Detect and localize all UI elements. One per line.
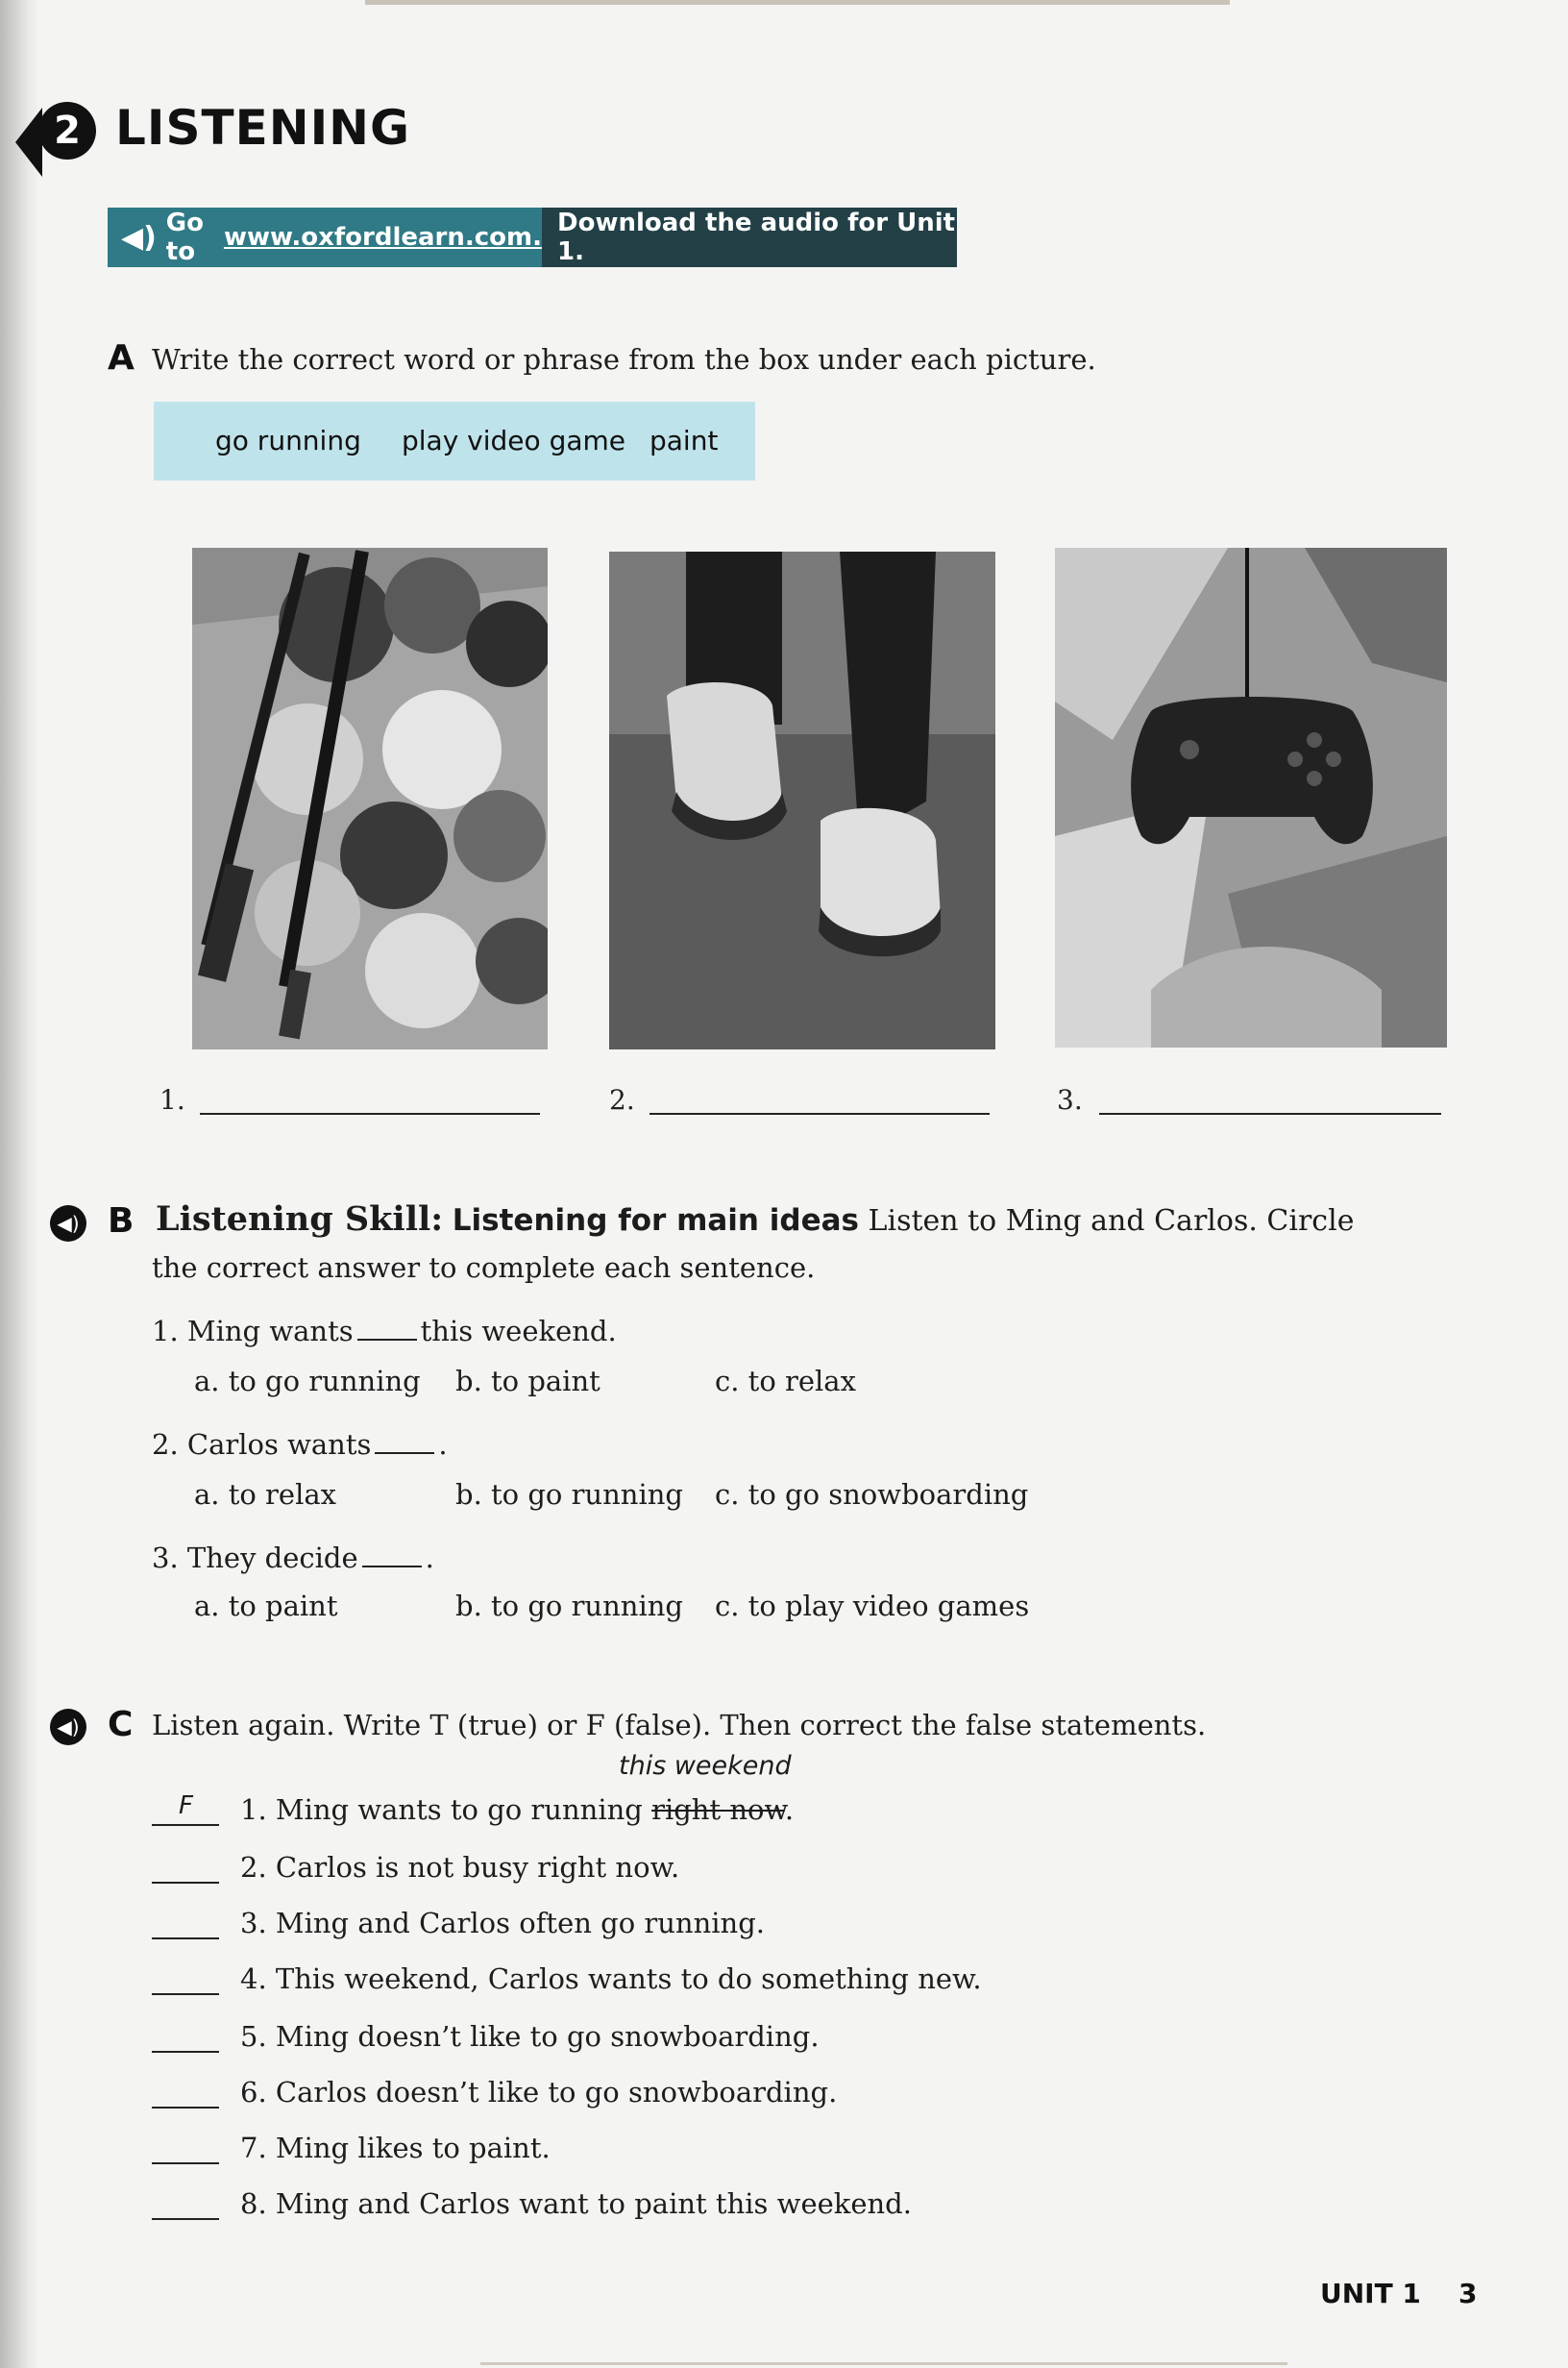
question-text: . [438,1428,448,1461]
section-number-badge: 2 [38,102,96,160]
true-false-blank[interactable] [152,1993,219,1995]
statement-5 [240,2020,820,2053]
statement-text: Ming and Carlos want to paint this weekend. [275,2187,912,2220]
statement-text: Ming doesn’t like to go snowboarding. [275,2020,820,2053]
page-number: 3 [1458,2278,1478,2309]
exercise-c-letter: C [108,1705,134,1744]
statement-number: 2. [240,1851,267,1884]
statement-text: Ming wants to go running [275,1793,652,1826]
statement-text: Carlos is not busy right now. [275,1851,680,1884]
statement-1: 1. Ming wants to go running right now. [240,1793,795,1826]
statement-text: This weekend, Carlos wants to do something new. [275,1962,982,1995]
example-answer: F [179,1791,193,1820]
word-box [154,402,755,481]
page-binding-shadow [0,0,40,2368]
statement-number: 6. [240,2076,267,2109]
question-text: . [425,1542,434,1574]
question-1 [152,1315,617,1347]
audio-goto-label: Go to [165,209,204,266]
skill-label: Listening Skill: [156,1199,444,1239]
answer-option[interactable]: c. to go snowboarding [715,1478,1029,1511]
answer-option[interactable]: a. to go running [194,1365,421,1397]
statement-number: 3. [240,1907,267,1939]
answer-option[interactable]: c. to play video games [715,1590,1030,1622]
answer-blank-3[interactable] [1099,1113,1441,1115]
audio-link-panel [108,208,542,267]
statement-text: Ming likes to paint. [275,2132,551,2164]
true-false-blank[interactable] [152,2051,219,2053]
question-blank [375,1452,434,1454]
exercise-a-instruction: Write the correct word or phrase from the box under each picture. [152,343,1096,376]
audio-track-icon[interactable]: ◀) [50,1205,86,1242]
skill-name: Listening for main ideas [452,1203,859,1238]
answer-option[interactable]: c. to relax [715,1365,856,1397]
statement-8 [240,2187,912,2220]
answer-option[interactable]: b. to go running [455,1590,683,1622]
statement-number: 5. [240,2020,267,2053]
audio-download-label: Download the audio for Unit 1. [542,208,957,267]
exercise-b-heading [156,1199,1354,1239]
exercise-c-instruction: Listen again. Write T (true) or F (false). Then correct the false statements. [152,1709,1207,1741]
statement-2 [240,1851,679,1884]
exercise-b-letter: B [108,1201,135,1241]
true-false-blank[interactable] [152,1824,219,1826]
paint-pot [382,690,502,809]
struck-text: right now [651,1793,785,1826]
answer-option[interactable]: a. to relax [194,1478,337,1511]
question-blank [362,1566,422,1567]
controller-cable [1245,548,1249,702]
audio-track-icon[interactable]: ◀) [50,1709,86,1745]
paint-pot [365,913,480,1028]
word-box-item: go running [215,425,361,456]
question-text: Carlos wants [186,1428,372,1461]
speaker-icon: ◀) [121,220,157,255]
audio-download-bar [108,208,957,267]
question-text: this weekend. [420,1315,617,1347]
exercise-b-instruction-cont: the correct answer to complete each sentence. [152,1251,816,1284]
answer-blank-1[interactable] [200,1113,540,1115]
true-false-blank[interactable] [152,2162,219,2164]
paint-pot [453,790,546,882]
true-false-blank[interactable] [152,2218,219,2220]
statement-3 [240,1907,765,1939]
picture-number: 2. [609,1084,635,1116]
true-false-blank[interactable] [152,1937,219,1939]
exercise-a-letter: A [108,338,135,378]
section-arrow-icon [15,108,42,177]
word-box-item: paint [649,425,719,456]
answer-option[interactable]: b. to paint [455,1365,600,1397]
paint-pot [384,557,480,654]
running-shoe [821,808,941,946]
statement-number: 4. [240,1962,267,1995]
statement-6 [240,2076,837,2109]
true-false-blank[interactable] [152,2107,219,2109]
picture-video-game [1055,548,1447,1048]
question-3 [152,1542,434,1574]
answer-option[interactable]: b. to go running [455,1478,683,1511]
statement-number: 1. [240,1793,267,1826]
word-box-item: play video game [402,425,625,456]
audio-url-link[interactable]: www.oxfordlearn.com. [223,223,542,252]
picture-number: 1. [159,1084,185,1116]
statement-number: 7. [240,2132,267,2164]
statement-text: Ming and Carlos often go running. [275,1907,766,1939]
question-number: 2. [152,1428,179,1461]
statement-number: 8. [240,2187,267,2220]
statement-4 [240,1962,982,1995]
answer-blank-2[interactable] [649,1113,990,1115]
question-number: 1. [152,1315,179,1347]
answer-option[interactable]: a. to paint [194,1590,338,1622]
exercise-b-instruction: Listen to Ming and Carlos. Circle [868,1204,1355,1238]
picture-paint [192,548,548,1049]
picture-running [609,552,995,1049]
true-false-blank[interactable] [152,1882,219,1884]
question-2 [152,1428,448,1461]
question-number: 3. [152,1542,179,1574]
question-blank [357,1339,417,1341]
section-title: LISTENING [115,100,411,156]
page-bottom-edge [480,2362,1287,2365]
example-correction: this weekend [619,1751,792,1781]
question-text: Ming wants [186,1315,354,1347]
statement-7 [240,2132,551,2164]
question-text: They decide [186,1542,358,1574]
page-top-edge [365,0,1230,5]
picture-number: 3. [1057,1084,1083,1116]
footer-unit: UNIT 1 [1320,2278,1421,2309]
statement-text: Carlos doesn’t like to go snowboarding. [275,2076,838,2109]
